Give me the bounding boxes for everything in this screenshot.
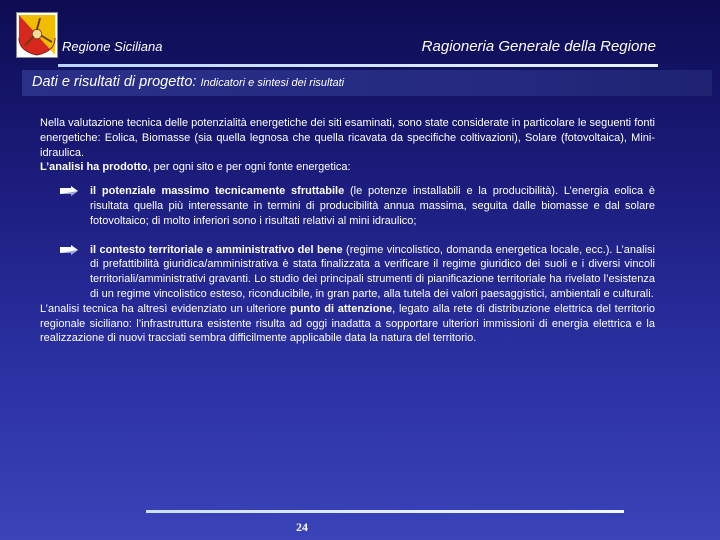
closing-paragraph [40,302,655,346]
intro-lead-bold: L’analisi ha prodotto [40,161,148,174]
closing-before: L’analisi tecnica ha altresì evidenziato un ulteriore [40,302,290,315]
sicily-coat-of-arms-icon [16,12,58,58]
intro-paragraph [40,116,655,175]
slide-title [32,74,344,90]
page-number: 24 [296,520,308,534]
intro-text: Nella valutazione tecnica delle potenzialità energetiche dei siti esaminati, sono state considerate in particolare le seguenti fonti energetiche: Eolica, Biomasse (sia quella legnosa che quella ricavata da specifiche coltivazioni), Solare (fotovoltaica), Mini-idraulica. [40,117,655,159]
bullet-2-text: (regime vincolistico, domanda energetica locale, ecc.). L’analisi di prefattibilità giuridica/amministrativa è stata finalizzata a verificare il regime giuridico dei suoli e i diversi vincoli territoriali/amministrativi gravanti. Lo studio dei principali strumenti di pianificazione territoriale ha rivelato l’esistenza di un regime vincolistico esteso, riconducibile, in gran parte, alla tutela dei valori paesaggistici, ambientali e culturali. [90,243,655,300]
org-name-left: Regione Siciliana [62,39,163,54]
closing-bold: punto di attenzione [289,302,393,315]
slide-title-sub: Indicatori e sintesi dei risultati [200,77,345,89]
bullet-1-bold: il potenziale massimo tecnicamente sfruttabile [90,185,345,198]
bullet-1-text: (le potenze installabili e la producibilità). L’energia eolica è risultata quella più interessante in termini di producibilità annua massima, seguita dalle biomasse e dal solare fotovoltaico; di molto inferiori sono i risultati relativi al mini idraulico; [90,185,656,227]
list-item [40,184,655,228]
bullet-2-bold: il contesto territoriale e amministrativo del bene [90,243,343,256]
intro-lead-rest: , per ogni sito e per ogni fonte energetica: [147,161,351,174]
title-bar [22,70,712,96]
header-divider [58,64,658,67]
arrow-bullet-icon [60,186,78,196]
arrow-bullet-icon [60,245,78,255]
list-item [40,243,655,302]
closing-after: , legato alla rete di distribuzione elettrica del territorio regionale siciliano: l’infrastruttura esistente risulta ad oggi inadatta a sopportare ulteriori immissioni di energia elettrica e la realizzazione di nuovi tracciati sembra difficilmente applicabile data la natura del territorio. [40,302,655,345]
footer-divider [146,510,624,513]
slide-title-main: Dati e risultati di progetto: [32,74,197,90]
org-name-right: Ragioneria Generale della Regione [421,38,656,55]
slide-body [40,116,655,346]
